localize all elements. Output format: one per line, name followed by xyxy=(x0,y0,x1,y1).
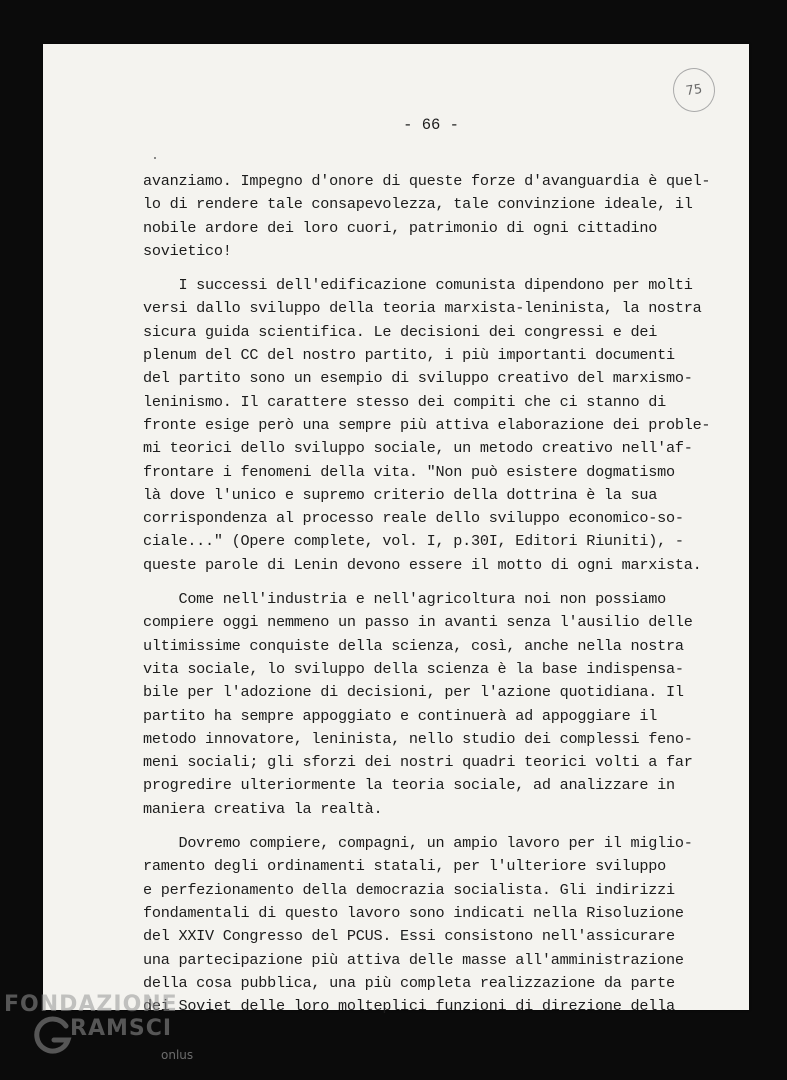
gramsci-g-logo-icon xyxy=(32,1014,72,1058)
text-line: fondamentali di questo lavoro sono indicati nella Risoluzione xyxy=(143,903,684,922)
text-line: avanziamo. Impegno d'onore di queste forze d'avanguardia è quel- xyxy=(143,172,711,190)
paragraph xyxy=(143,832,713,1018)
text-line: corrispondenza al processo reale dello sviluppo economico-so- xyxy=(143,509,684,528)
text-line: queste parole di Lenin devono essere il motto di ogni marxista. xyxy=(143,555,702,574)
text-line: versi dallo sviluppo della teoria marxista-leninista, la nostra xyxy=(143,299,702,318)
text-line: maniera creativa la realtà. xyxy=(143,799,383,818)
watermark-line2: RAMSCI xyxy=(70,1016,173,1041)
text-line: partito ha sempre appoggiato e continuerà ad appoggiare il xyxy=(143,706,658,725)
paragraph xyxy=(143,588,713,821)
text-line: metodo innovatore, leninista, nello studio dei complessi feno- xyxy=(143,729,693,748)
fondazione-gramsci-watermark xyxy=(4,992,204,1080)
text-line: del partito sono un esempio di sviluppo creativo del marxismo- xyxy=(143,369,693,388)
paragraph xyxy=(143,274,713,577)
text-line: vita sociale, lo sviluppo della scienza è la base indispensa- xyxy=(143,659,684,678)
text-line: dei Soviet delle loro molteplici funzioni di direzione della xyxy=(143,997,675,1016)
watermark-line1: FONDAZIONE xyxy=(4,992,178,1017)
text-line: sicura guida scientifica. Le decisioni dei congressi e dei xyxy=(143,322,658,341)
watermark-onlus: onlus xyxy=(161,1048,194,1062)
text-line: e perfezionamento della democrazia socialista. Gli indirizzi xyxy=(143,880,675,899)
text-line: plenum del CC del nostro partito, i più importanti documenti xyxy=(143,346,675,365)
text-line: ultimissime conquiste della scienza, così, anche nella nostra xyxy=(143,636,684,655)
text-line: mi teorici dello sviluppo sociale, un metodo creativo nell'af- xyxy=(143,439,693,458)
text-line: lo di rendere tale consapevolezza, tale convinzione ideale, il xyxy=(143,195,693,214)
ink-dot xyxy=(154,157,156,159)
text-line: leninismo. Il carattere stesso dei compiti che ci stanno di xyxy=(143,392,666,411)
text-line: frontare i fenomeni della vita. "Non può esistere dogmatismo xyxy=(143,462,675,481)
archive-mark-text: 75 xyxy=(684,81,704,99)
body-text xyxy=(143,170,713,1029)
text-line: bile per l'adozione di decisioni, per l'azione quotidiana. Il xyxy=(143,683,684,702)
text-line: progredire ulteriormente la teoria sociale, ad analizzare in xyxy=(143,776,675,795)
document-page xyxy=(43,44,749,1016)
text-line: Come nell'industria e nell'agricoltura noi non possiamo xyxy=(143,590,666,609)
text-line: fronte esige però una sempre più attiva elaborazione dei proble- xyxy=(143,415,711,434)
text-line: Dovremo compiere, compagni, un ampio lavoro per il miglio- xyxy=(143,834,693,853)
text-line: là dove l'unico e supremo criterio della dottrina è la sua xyxy=(143,485,658,504)
text-line: una partecipazione più attiva delle masse all'amministrazione xyxy=(143,950,684,969)
paragraph xyxy=(143,170,713,263)
text-line: ciale..." (Opere complete, vol. I, p.30I, Editori Riuniti), - xyxy=(143,532,684,551)
text-line: ramento degli ordinamenti statali, per l'ulteriore sviluppo xyxy=(143,857,666,876)
text-line: della cosa pubblica, una più completa realizzazione da parte xyxy=(143,973,675,992)
text-line: compiere oggi nemmeno un passo in avanti senza l'ausilio delle xyxy=(143,613,693,632)
text-line: nobile ardore dei loro cuori, patrimonio di ogni cittadino xyxy=(143,218,658,237)
text-line: sovietico! xyxy=(143,241,232,260)
text-line: I successi dell'edificazione comunista dipendono per molti xyxy=(143,276,693,295)
text-line: del XXIV Congresso del PCUS. Essi consistono nell'assicurare xyxy=(143,927,675,946)
page-number: - 66 - xyxy=(403,116,459,134)
text-line: meni sociali; gli sforzi dei nostri quadri teorici volti a far xyxy=(143,753,693,772)
archive-page-stamp xyxy=(670,65,718,114)
